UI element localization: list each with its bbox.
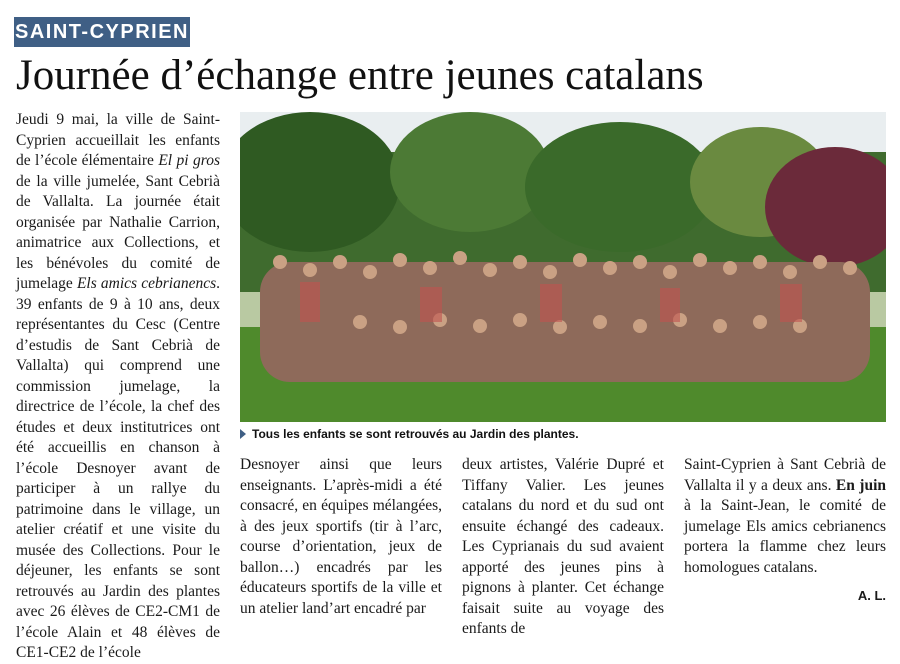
column-1-text-3: . 39 enfants de 9 à 10 ans, deux représentantes du Cesc (Centre d’estudis de Sant Cebrià de Vallalta) qui comprend une commission jumelage, la directrice de l’école, la chef des études et deux institutrices ont été accueillis en chanson à l’école Desnoyer avant de participer à un rallye du patrimoine dans le village, un atelier créatif et une visite du musée des Collections. Pour le déjeuner, les enfants se sont retrouvés au Jardin des plantes avec 26 élèves de CE2-CM1 de l’école Alain et 48 élèves de CE1-CE2 de l’école (16, 275, 221, 661)
june-highlight: En juin (835, 476, 887, 494)
article-column-4 (684, 455, 886, 578)
article-column-2 (240, 455, 442, 619)
column-4-text-1: Saint-Cyprien à Sant Cebrià de Vallalta il y a deux ans. (684, 456, 886, 494)
group-photo (240, 112, 886, 422)
article-column-3 (462, 455, 664, 640)
section-rubric: SAINT-CYPRIEN (14, 17, 190, 47)
article-column-1 (16, 110, 220, 664)
caption-text: Tous les enfants se sont retrouvés au Jardin des plantes. (252, 427, 579, 441)
column-4-text-2: à la Saint-Jean, le comité de jumelage Els amics cebrianencs portera la flamme chez leurs homologues catalans. (684, 497, 886, 576)
photo-crowd (260, 262, 870, 382)
photo-tree (525, 122, 715, 252)
photo-caption (240, 426, 886, 442)
school-name: El pi gros (158, 152, 220, 169)
group-photo-icon (240, 112, 886, 422)
column-2-text: Desnoyer ainsi que leurs enseignants. L’après-midi a été consacré, en équipes mélangées, à des jeux sportifs (tir à l’arc, course d’orientation, jeux de ballon…) encadrés par les éducateurs sportifs de la ville et un atelier land’art encadré par (240, 456, 442, 617)
author-signature: A. L. (857, 588, 886, 603)
photo-tree (390, 112, 550, 232)
column-3-text: deux artistes, Valérie Dupré et Tiffany Valier. Les jeunes catalans du nord et du sud ont ensuite échangé des cadeaux. Les Cyprianais du sud avaient apporté des jeunes pins à pignons à planter. Cet échange faisait suite au voyage des enfants de (462, 456, 664, 637)
committee-name: Els amics cebrianencs (76, 275, 217, 292)
column-1-text-2: de la ville jumelée, Sant Cebrià de Vallalta. La journée était organisée par Nathalie Carrion, animatrice aux Collections, et les bénévoles du comité de jumelage (16, 172, 220, 292)
article-headline: Journée d’échange entre jeunes catalans (16, 52, 704, 99)
column-1-text-1: Jeudi 9 mai, la ville de Saint-Cyprien accueillait les enfants de l’école élémentaire (16, 111, 220, 169)
caption-bullet-icon (240, 429, 246, 439)
